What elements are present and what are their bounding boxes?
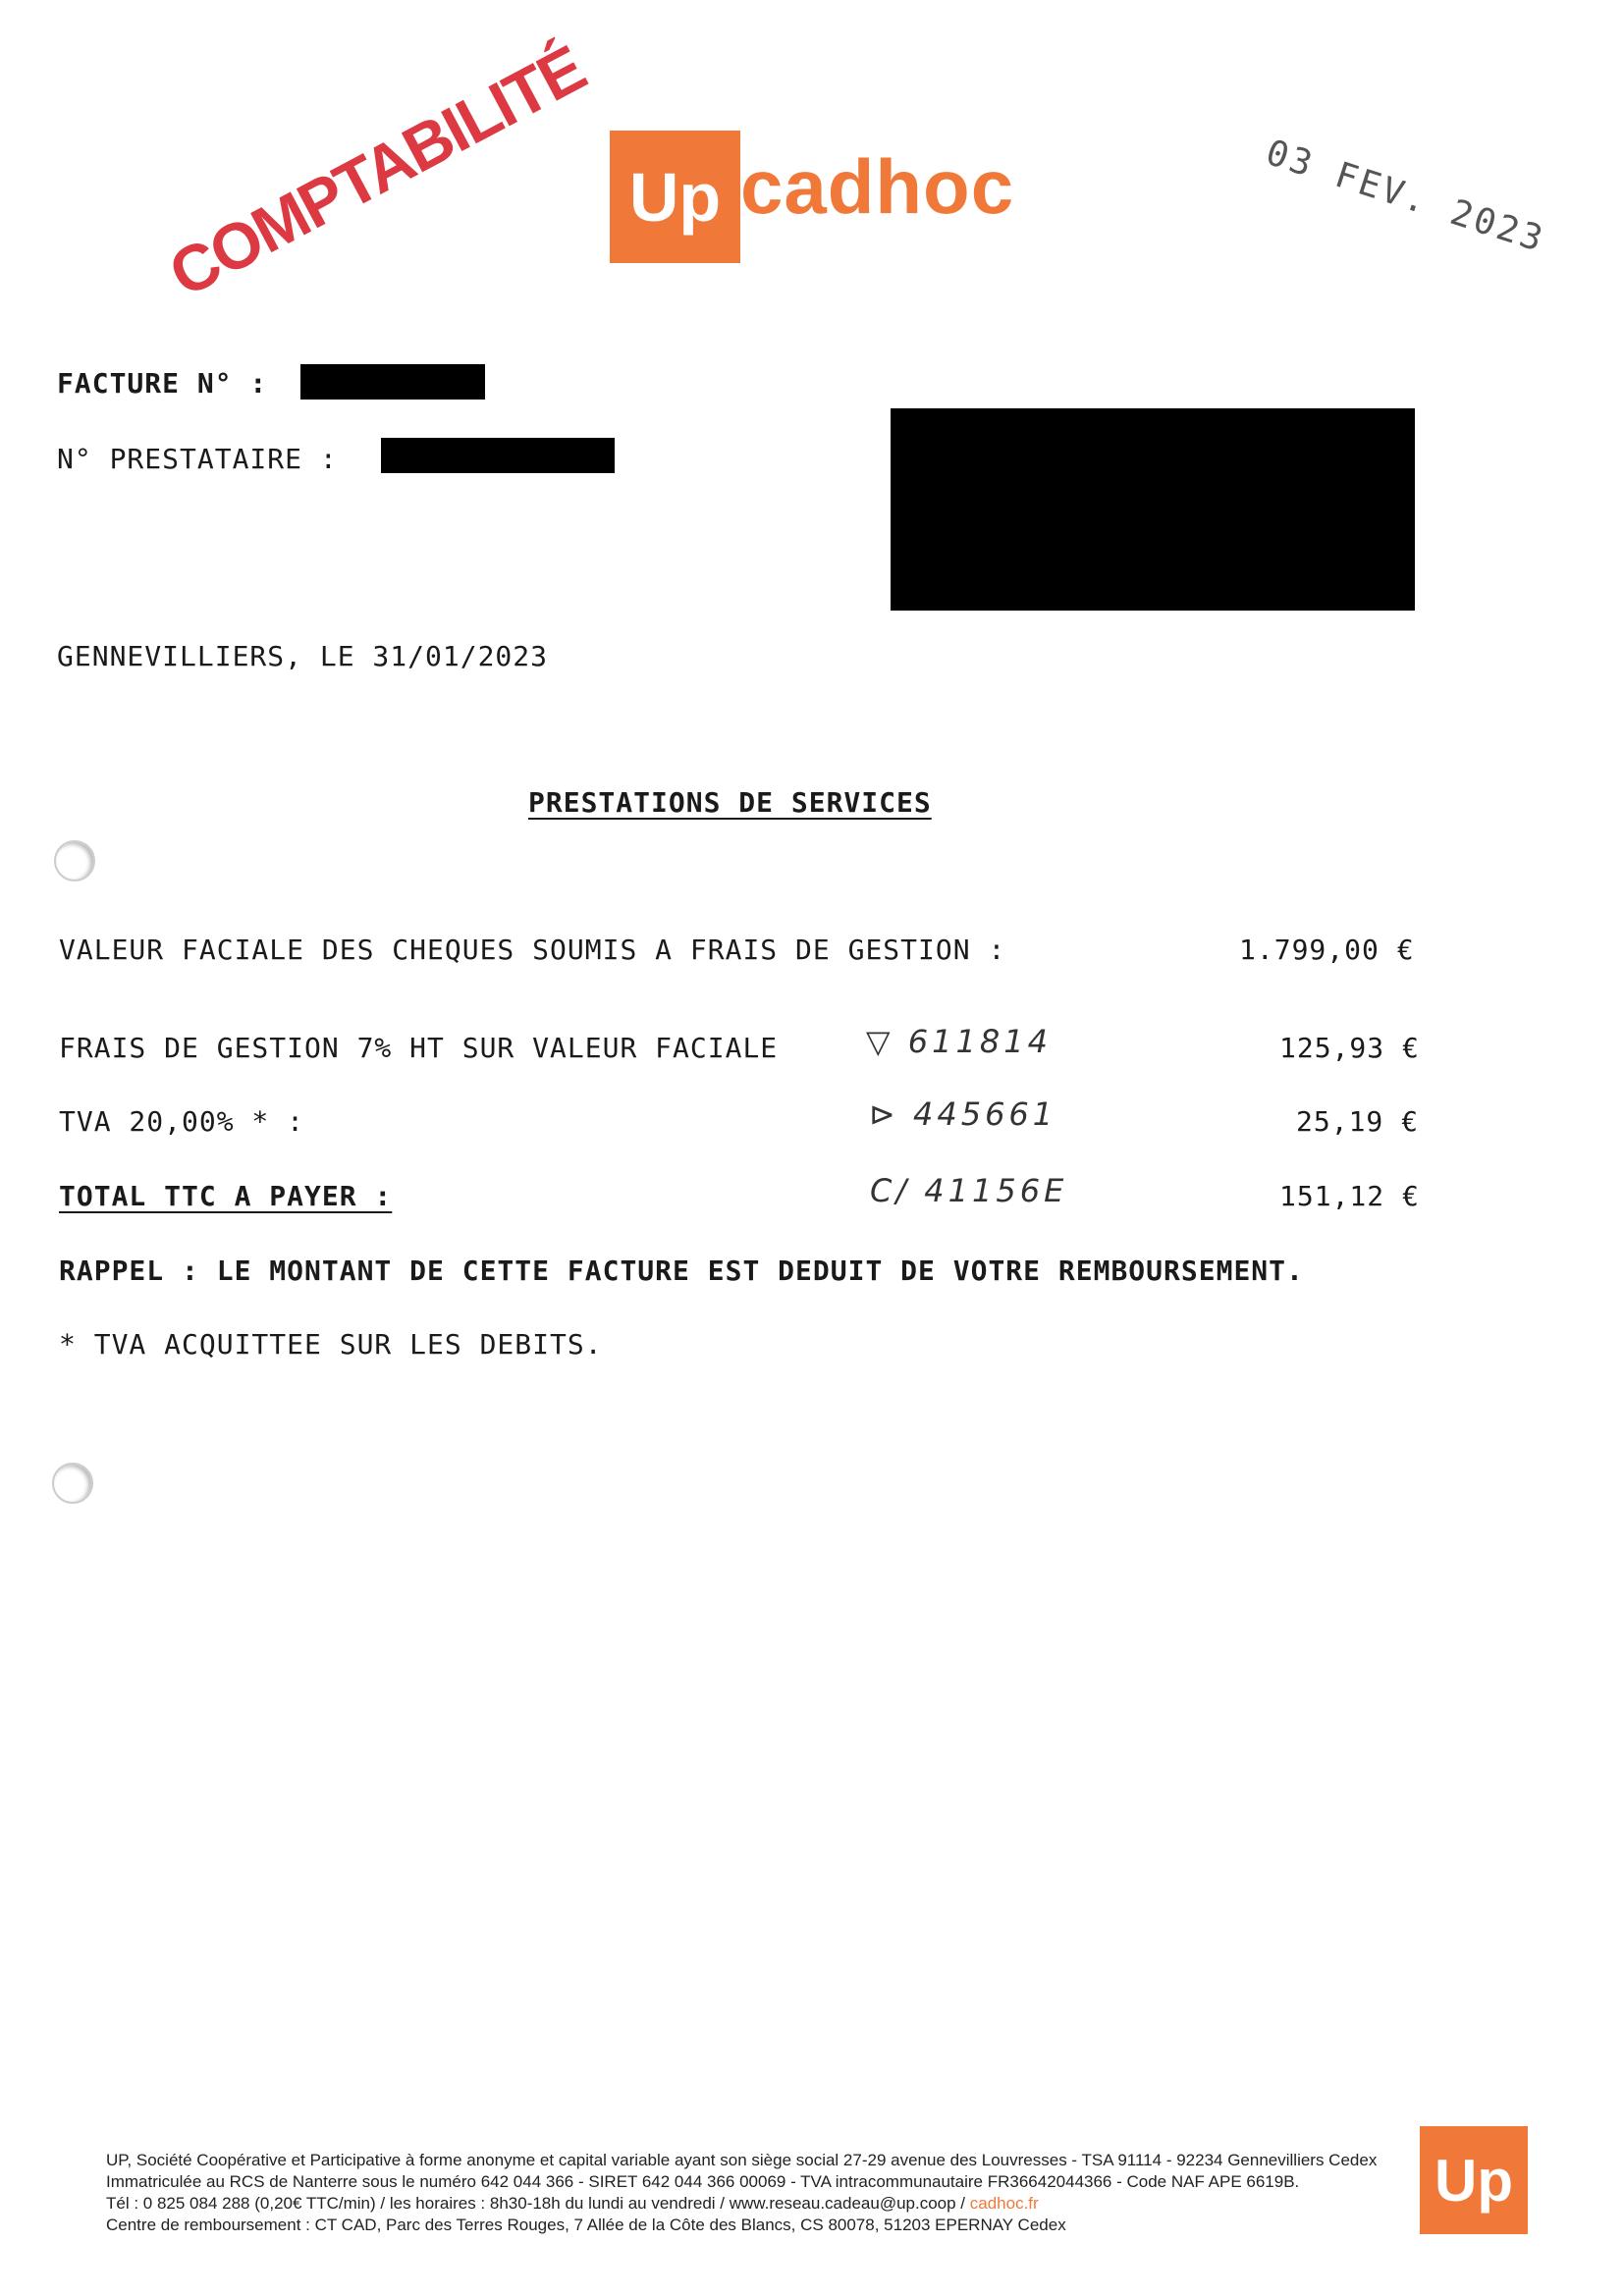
up-logo-mark: Up <box>610 131 740 263</box>
legal-footer <box>106 2150 1382 2236</box>
line-item-amount: 125,93 € <box>1279 1032 1420 1064</box>
footer-line: UP, Société Coopérative et Participative à forme anonyme et capital variable ayant son siège social 27-29 avenue des Louvresses - TSA 91114 - 92234 Gennevilliers Cedex <box>106 2151 1378 2169</box>
section-title: PRESTATIONS DE SERVICES <box>528 786 932 819</box>
tva-note: * TVA ACQUITTEE SUR LES DEBITS. <box>59 1328 603 1361</box>
received-date-stamp: 03 FEV. 2023 <box>1261 133 1550 261</box>
handwritten-account-code: ⊳ 445661 <box>869 1095 1057 1133</box>
line-item-label: VALEUR FACIALE DES CHEQUES SOUMIS A FRAIS DE GESTION : <box>59 934 1006 966</box>
cadhoc-website-link[interactable]: cadhoc.fr <box>969 2194 1039 2213</box>
total-amount: 151,12 € <box>1279 1180 1420 1212</box>
up-footer-logo: Up <box>1420 2126 1528 2234</box>
prestataire-number-redacted <box>381 438 615 473</box>
footer-line: Immatriculée au RCS de Nanterre sous le numéro 642 044 366 - SIRET 642 044 366 00069 - TVA intracommunautaire FR36642044366 - Code NAF APE 6619B. <box>106 2172 1300 2191</box>
facture-number-redacted <box>300 364 485 400</box>
rappel-note: RAPPEL : LE MONTANT DE CETTE FACTURE EST DEDUIT DE VOTRE REMBOURSEMENT. <box>59 1255 1304 1287</box>
total-label: TOTAL TTC A PAYER : <box>59 1180 393 1212</box>
address-block-redacted <box>891 408 1415 611</box>
facture-number-label: FACTURE N° : <box>57 367 268 400</box>
prestataire-number-label: N° PRESTATAIRE : <box>57 443 338 475</box>
punch-hole <box>52 1463 93 1504</box>
cadhoc-logo-word: cadhoc <box>740 143 1015 230</box>
footer-contact: Tél : 0 825 084 288 (0,20€ TTC/min) / les horaires : 8h30-18h du lundi au vendredi / www.reseau.cadeau@up.coop / <box>106 2194 970 2213</box>
place-date: GENNEVILLIERS, LE 31/01/2023 <box>57 640 549 672</box>
footer-line <box>106 2193 1382 2215</box>
line-item-amount: 25,19 € <box>1296 1105 1420 1138</box>
handwritten-account-code: C/ 41156E <box>870 1172 1068 1209</box>
handwritten-account-code: ▽ 611814 <box>866 1023 1052 1060</box>
footer-line: Centre de remboursement : CT CAD, Parc des Terres Rouges, 7 Allée de la Côte des Blancs, CS 80078, 51203 EPERNAY Cedex <box>106 2216 1066 2234</box>
line-item-label: TVA 20,00% * : <box>59 1105 305 1138</box>
punch-hole <box>54 840 95 881</box>
line-item-amount: 1.799,00 € <box>1239 934 1415 966</box>
comptabilite-stamp: COMPTABILITÉ <box>157 31 596 311</box>
line-item-label: FRAIS DE GESTION 7% HT SUR VALEUR FACIALE <box>59 1032 779 1064</box>
